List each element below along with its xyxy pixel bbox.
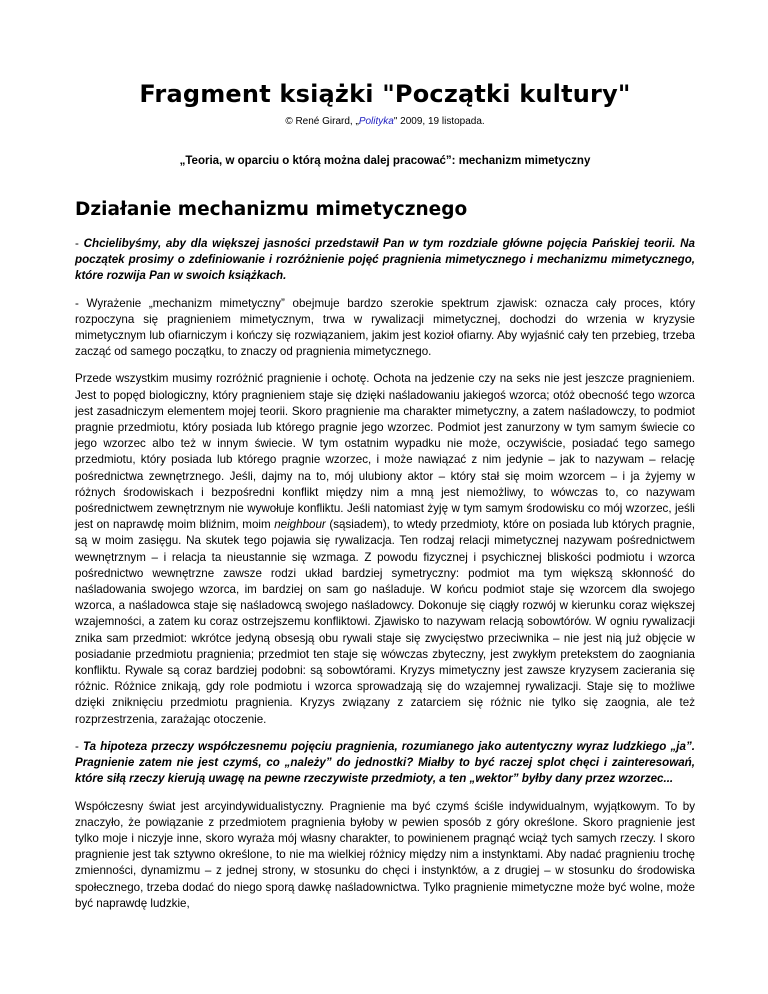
question-paragraph xyxy=(75,739,695,788)
article-body xyxy=(75,236,695,923)
document-title: Fragment książki "Początki kultury" xyxy=(139,80,631,108)
italic-term: neighbour xyxy=(274,518,326,532)
publication-link[interactable]: Polityka xyxy=(358,116,394,127)
lead-heading: „Teoria, w oparciu o którą można dalej pracować”: mechanizm mimetyczny xyxy=(179,155,591,167)
credit-line xyxy=(75,116,695,127)
answer-paragraph: Współczesny świat jest arcyindywidualistyczny. Pragnienie ma być czymś ściśle indywidualnym, wyjątkowym. To by znaczyło, że powiązanie z przedmiotem pragnienia byłoby w pewien sposób z góry określone. Skoro pragnienie jest tylko moje i niczyje inne, skoro wyraża mój własny charakter, to powinienem pragnąć wciąż tych samych rzeczy. I skoro pragnienie jest tak sztywno określone, to nie ma wielkiej różnicy między nim a instynktami. Aby nadać pragnieniu trochę zmienności, dynamizmu – z jednej strony, w stosunku do chęci i instynktów, a z drugiej – w stosunku do środowiska społecznego, trzeba dodać do niego sporą dawkę naśladownictwa. Tylko pragnienie mimetyczne może być wolne, może być naprawdę ludzkie, xyxy=(75,799,695,910)
answer-paragraph xyxy=(75,371,695,727)
question-paragraph xyxy=(75,236,695,285)
paragraph-text: (sąsiadem), to wtedy przedmioty, które on posiada lub których pragnie, są w moim zasięgu. Na skutek tego pojawia się rywalizacja. Ten rodzaj relacji mimetycznej nazywam pośrednictwem wewnętrznym – i relacja ta nieustannie się wzmaga. Z powodu fizycznej i psychicznej bliskości podmiotu i wzorca pośrednictwo wewnętrzne zawsze rodzi układ bardziej symetryczny: podmiot ma tym większą skłonność do naśladowania swojego wzorca, im bardziej on sam go naśladuje. W końcu podmiot staje się wzorcem dla swojego wzorca, a naśladowca staje się naśladowcą swojego naśladowcy. Dokonuje się ciągły rozwój w kierunku coraz większej wzajemności, a zatem ku coraz ostrzejszemu konfliktowi. Zjawisko to nazywam relacją sobowtórów. W ogniu rywalizacji znika sam przedmiot: wkrótce jedyną obsesją obu rywali staje się zwycięstwo przeciwnika – nie jest nią już objęcie w posiadanie przedmiotu pragnienia; przedmiot ten staje się wówczas zbyteczny, jest zwykłym pretekstem do zaogniania konfliktu. Rywale są coraz bardziej podobni: są sobowtórami. Kryzys mimetyczny jest zawsze kryzysem zacierania się różnic. Różnice znikają, gdy role podmiotu i wzorca sprowadzają się do wzajemnej rywalizacji. Staje się to możliwe dzięki zniknięciu przedmiotu pragnienia. Kryzys związany z zatarciem się różnic nie tylko się zaognia, ale też rozprzestrzenia, zarażając otoczenie. xyxy=(75,518,695,726)
question-dash: - xyxy=(75,739,83,753)
question-text: Ta hipoteza przeczy współczesnemu pojęciu pragnienia, rozumianego jako autentyczny wyraz ludzkiego „ja”. Pragnienie zatem nie jest czymś, co „należy” do jednostki? Miałby to być raczej splot chęci i zainteresowań, które siłą rzeczy kierują uwagę na pewne rzeczywiste przedmioty, a ten „wektor” byłby dany przez wzorzec... xyxy=(75,739,695,786)
credit-suffix: " 2009, 19 listopada. xyxy=(393,116,485,127)
question-text: Chcielibyśmy, aby dla większej jasności przedstawił Pan w tym rozdziale główne pojęcia Pańskiej teorii. Na początek prosimy o zdefiniowanie i rozróżnienie pojęć pragnienia mimetycznego i mechanizmu mimetycznego, które rozwija Pan w swoich książkach. xyxy=(75,237,695,283)
answer-paragraph: - Wyrażenie „mechanizm mimetyczny” obejmuje bardzo szerokie spektrum zjawisk: oznacza cały proces, który rozpoczyna się pragnieniem mimetycznym, trwa w rywalizacji mimetycznej, dochodzi do wrzenia w kryzysie mimetycznym lub ofiarniczym i kończy się rozwiązaniem, jakim jest kozioł ofiarny. Aby wyjaśnić cały ten przebieg, trzeba zacząć od samego początku, to znaczy od pragnienia mimetycznego. xyxy=(75,296,695,359)
question-dash: - xyxy=(75,237,84,250)
credit-prefix: © René Girard, „ xyxy=(285,116,359,127)
paragraph-text: Przede wszystkim musimy rozróżnić pragnienie i ochotę. Ochota na jedzenie czy na seks nie jest jeszcze pragnieniem. Jest to popęd biologiczny, który pragnieniem staje się dzięki naśladowaniu jakiegoś wzorca; otóż obecność tego wzorca jest zasadniczym elementem mojej teorii. Skoro pragnienie ma charakter mimetyczny, a zatem naśladowczy, to podmiot pragnie przedmiotu, który posiada lub którego pragnie jego wzorzec. Podmiot jest zanurzony w tym samym świecie co jego wzorzec albo też w innym świecie. W tym ostatnim wypadku nie może, oczywiście, posiadać tego samego przedmiotu, który posiada lub którego pragnie wzorzec, i może nawiązać z nim jedynie – jak to nazywam – relację pośrednictwa zewnętrznego. Jeśli, dajmy na to, mój ulubiony aktor – który stał się moim wzorcem – i ja żyjemy w różnych środowiskach i bezpośredni konflikt między nim a mną jest niemożliwy, to wówczas to, co nazywam pośrednictwem zewnętrznym nie wywołuje konfliktu. Jeśli natomiast żyję w tym samym środowisku co mój wzorzec, jeśli jest on naprawdę moim bliźnim, moim xyxy=(75,372,695,532)
section-heading: Działanie mechanizmu mimetycznego xyxy=(75,199,468,220)
